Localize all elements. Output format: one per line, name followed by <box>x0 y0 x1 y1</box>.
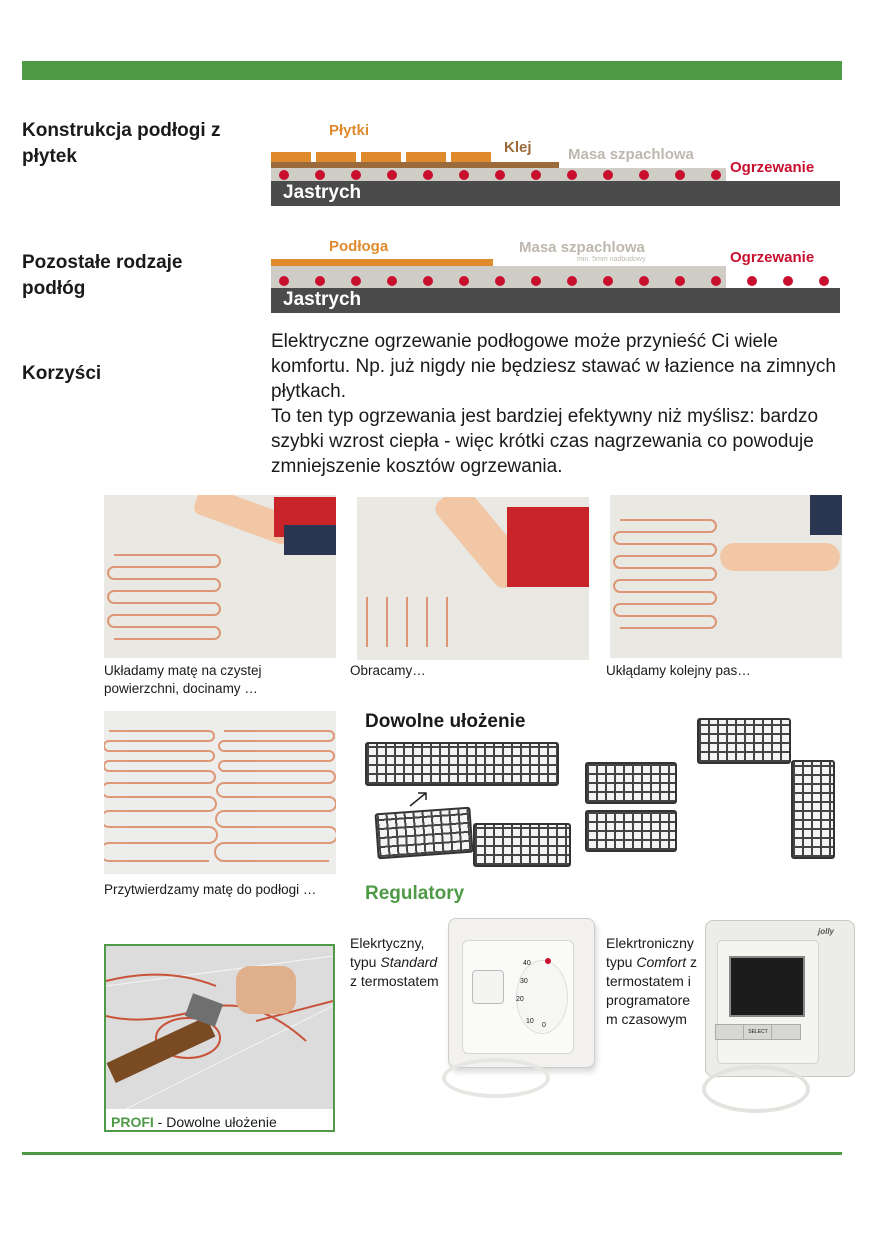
caption-step-1: Układamy matę na czystej powierzchni, docinamy … <box>104 663 262 696</box>
profi-caption-text: - Dowolne ułożenie <box>153 1114 277 1130</box>
heating-dot <box>603 170 613 180</box>
heating-dot <box>675 170 685 180</box>
comfort-type-name: Comfort <box>636 954 687 970</box>
mat-laying-image <box>104 495 336 658</box>
heating-dot <box>819 276 829 286</box>
power-switch <box>472 970 504 1004</box>
dial-mark: 30 <box>520 978 528 985</box>
comfort-line-5: m czasowym <box>606 1011 687 1027</box>
label-heating: Ogrzewanie <box>730 159 815 176</box>
floor-layer <box>271 259 493 266</box>
regulators-heading: Regulatory <box>365 883 465 904</box>
caption-step-3: Ukłądamy kolejny pas… <box>606 663 751 678</box>
heating-dot <box>567 276 577 286</box>
down-button <box>715 1024 745 1040</box>
heating-dot <box>459 170 469 180</box>
section-heading-other-floors: Pozostałe rodzaje podłóg <box>22 252 183 299</box>
label-heating-2: Ogrzewanie <box>730 249 815 266</box>
standard-type-name: Standard <box>380 954 438 970</box>
heating-dot <box>279 276 289 286</box>
label-tiles: Płytki <box>329 122 370 139</box>
heating-dot <box>423 276 433 286</box>
mat-next-strip-image <box>610 495 842 658</box>
heating-dot <box>639 276 649 286</box>
regulator-standard-description <box>350 934 439 991</box>
layouts-heading: Dowolne ułożenie <box>365 711 526 732</box>
select-button: SELECT <box>743 1024 773 1040</box>
benefits-paragraph-1: Elektryczne ogrzewanie podłogowe może przynieść Ci wiele komfortu. Np. już nigdy nie będziesz stawać w łazience na zimnych płytkach. <box>271 331 836 402</box>
profi-badge: PROFI <box>111 1114 154 1130</box>
mat-layout-stack-top <box>585 762 677 804</box>
up-button <box>771 1024 801 1040</box>
programmer-cable <box>702 1065 810 1113</box>
bottom-accent-line <box>22 1152 842 1155</box>
caption-step-4: Przytwierdzamy matę do podłogi … <box>104 882 317 897</box>
tile <box>316 152 356 162</box>
heating-dot <box>351 170 361 180</box>
section-heading-benefits: Korzyści <box>22 363 102 384</box>
tile <box>361 152 401 162</box>
label-compound-note: min. 5mm nadbudowy <box>577 256 646 263</box>
mat-turning-image <box>357 497 589 660</box>
tile <box>271 152 311 162</box>
hammer-fixing-image <box>106 946 333 1109</box>
regulator-comfort-description <box>606 934 697 1029</box>
standard-line-2 <box>350 953 439 972</box>
comfort-type-prefix: typu <box>606 954 637 970</box>
mat-layout-angled-right <box>473 823 571 867</box>
standard-type-prefix: typu <box>350 954 381 970</box>
heating-dot <box>315 276 325 286</box>
heating-dot <box>783 276 793 286</box>
arrow-icon <box>408 790 430 808</box>
heating-dot <box>567 170 577 180</box>
profi-caption <box>111 1113 277 1131</box>
heating-dot <box>531 276 541 286</box>
standard-line-1: Elekrtyczny, <box>350 935 425 951</box>
heating-dot <box>495 170 505 180</box>
standard-line-3: z termostatem <box>350 973 439 989</box>
tile <box>451 152 491 162</box>
caption-step-2: Obracamy… <box>350 663 426 678</box>
comfort-type-suffix: z <box>686 954 698 970</box>
dial-mark: 10 <box>526 1018 534 1025</box>
heating-dot <box>711 170 721 180</box>
comfort-thermostat-image <box>697 920 859 1120</box>
dial-mark: 40 <box>523 960 531 967</box>
tiles-floor-diagram <box>271 120 846 210</box>
photo-step-2 <box>357 497 589 660</box>
comfort-line-3: termostatem i <box>606 973 691 989</box>
indicator-led <box>545 958 551 964</box>
heating-dot <box>675 276 685 286</box>
top-accent-bar <box>22 61 842 80</box>
screed-layer-2: Jastrych <box>271 288 840 313</box>
heating-dot <box>387 170 397 180</box>
dial-mark: 20 <box>516 996 524 1003</box>
dial-mark: 0 <box>542 1022 546 1029</box>
heating-dot <box>387 276 397 286</box>
other-floor-diagram <box>271 236 846 316</box>
mat-layout-corner-top <box>697 718 791 764</box>
comfort-line-1: Elekrtroniczny <box>606 935 694 951</box>
profi-panel <box>104 944 335 1132</box>
mat-layout-corner-side <box>791 760 835 859</box>
brand-logo: jolly <box>818 927 835 936</box>
section-heading-tiles: Konstrukcja podłogi z płytek <box>22 120 221 167</box>
benefits-paragraph-2: To ten typ ogrzewania jest bardziej efektywny niż myślisz: bardzo szybki wzrost ciepła - więc krótki czas nagrzewania co powoduje zmniejszenie kosztów ogrzewania. <box>271 406 819 477</box>
power-cable <box>442 1058 550 1098</box>
tile <box>406 152 446 162</box>
heating-dot <box>711 276 721 286</box>
heating-dot <box>423 170 433 180</box>
label-compound-2: Masa szpachlowa <box>519 239 645 256</box>
mat-fixing-image <box>104 711 336 874</box>
heating-dot <box>459 276 469 286</box>
heating-dot <box>603 276 613 286</box>
label-glue: Klej <box>504 139 532 156</box>
mat-layout-stack-bottom <box>585 810 677 852</box>
heating-dot <box>279 170 289 180</box>
mat-layout-angled-left <box>375 807 474 860</box>
heating-dot <box>495 276 505 286</box>
photo-step-3 <box>610 495 842 658</box>
lcd-screen <box>729 956 805 1017</box>
benefits-text <box>271 329 846 479</box>
standard-thermostat-image <box>436 918 604 1093</box>
comfort-line-2 <box>606 953 697 972</box>
label-floor: Podłoga <box>329 238 389 255</box>
comfort-line-4: programatore <box>606 992 691 1008</box>
label-compound: Masa szpachlowa <box>568 146 694 163</box>
heating-dot <box>531 170 541 180</box>
heating-dot <box>639 170 649 180</box>
screed-layer: Jastrych <box>271 181 840 206</box>
heating-dot <box>315 170 325 180</box>
heating-dot <box>351 276 361 286</box>
mat-layout-straight <box>365 742 559 786</box>
photo-step-1 <box>104 495 336 658</box>
photo-step-4 <box>104 711 336 874</box>
heating-dot <box>747 276 757 286</box>
